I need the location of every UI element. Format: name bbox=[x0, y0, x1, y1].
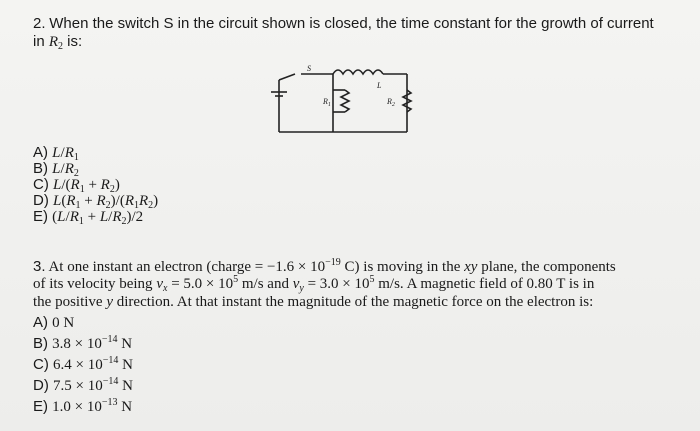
label-inductor: L bbox=[377, 81, 382, 90]
q3-option-b bbox=[33, 335, 132, 353]
q2-option-letter: B) bbox=[33, 160, 53, 177]
q2-option-text: $L/(R_1 + R_2)$ bbox=[53, 177, 120, 195]
q2-var-r: R bbox=[48, 34, 59, 50]
q2-option-letter: C) bbox=[33, 176, 53, 193]
q2-option-e bbox=[33, 208, 143, 226]
q3-option-text: $1.0 \times 10^{-13}$ N bbox=[52, 397, 133, 415]
q3-number: 3. bbox=[33, 258, 46, 275]
q2-option-text: $L/R_1$ bbox=[52, 145, 79, 163]
q3-stem-line1 bbox=[33, 258, 616, 276]
label-r1: $R_1$ bbox=[323, 97, 331, 108]
q2-number: 2. bbox=[33, 15, 46, 32]
resistor-r1 bbox=[341, 90, 349, 112]
q2-option-text: $(L/R_1 + L/R_2)/2$ bbox=[52, 209, 144, 227]
label-r2: $R_2$ bbox=[387, 97, 395, 108]
q3-option-letter: D) bbox=[33, 377, 53, 394]
q2-option-text: $L(R_1 + R_2)/(R_1R_2)$ bbox=[53, 193, 159, 211]
q2-option-text: $L/R_2$ bbox=[52, 161, 79, 179]
q2-stem-line1 bbox=[33, 15, 654, 33]
q2-option-letter: A) bbox=[33, 144, 53, 161]
q2-text-line1: When the switch S in the circuit shown is closed, the time constant for the growth of current bbox=[49, 15, 654, 32]
q2-stem-line2 bbox=[33, 33, 82, 51]
q3-option-text: $3.8 \times 10^{-14}$ N bbox=[52, 334, 133, 352]
switch-blade bbox=[279, 74, 295, 80]
q2-var-sub: 2 bbox=[58, 41, 64, 52]
q3-option-letter: E) bbox=[33, 398, 53, 415]
q2-option-letter: E) bbox=[33, 208, 53, 225]
inductor-coil bbox=[333, 70, 383, 74]
q2-option-letter: D) bbox=[33, 192, 53, 209]
q2-text-line2-post: is: bbox=[63, 33, 83, 50]
q3-option-a bbox=[33, 314, 74, 332]
q3-option-text: 0 N bbox=[52, 315, 75, 331]
q3-option-d bbox=[33, 377, 133, 395]
q2-text-line2-pre: in bbox=[33, 33, 49, 50]
q3-option-c bbox=[33, 356, 133, 374]
q3-option-letter: B) bbox=[33, 335, 53, 352]
q3-option-letter: A) bbox=[33, 314, 53, 331]
q3-text-line1: At one instant an electron (charge = $-1.6 \times 10^{-19}$ C) is moving in the xy plane, the components bbox=[48, 257, 616, 275]
q3-text-line2: of its velocity being $v_x = 5.0 \times 10^5$ m/s and $v_y = 3.0 \times 10^5$ m/s. A magnetic field of 0.80 T is in bbox=[33, 274, 595, 294]
q3-option-e bbox=[33, 398, 132, 416]
label-switch: S bbox=[307, 64, 311, 73]
q3-option-text: $6.4 \times 10^{-14}$ N bbox=[53, 355, 133, 373]
circuit-diagram bbox=[265, 60, 425, 140]
q3-option-text: $7.5 \times 10^{-14}$ N bbox=[53, 376, 133, 394]
q3-option-letter: C) bbox=[33, 356, 53, 373]
q3-text-line3: the positive y direction. At that instant the magnitude of the magnetic force on the electron is: bbox=[33, 294, 594, 310]
